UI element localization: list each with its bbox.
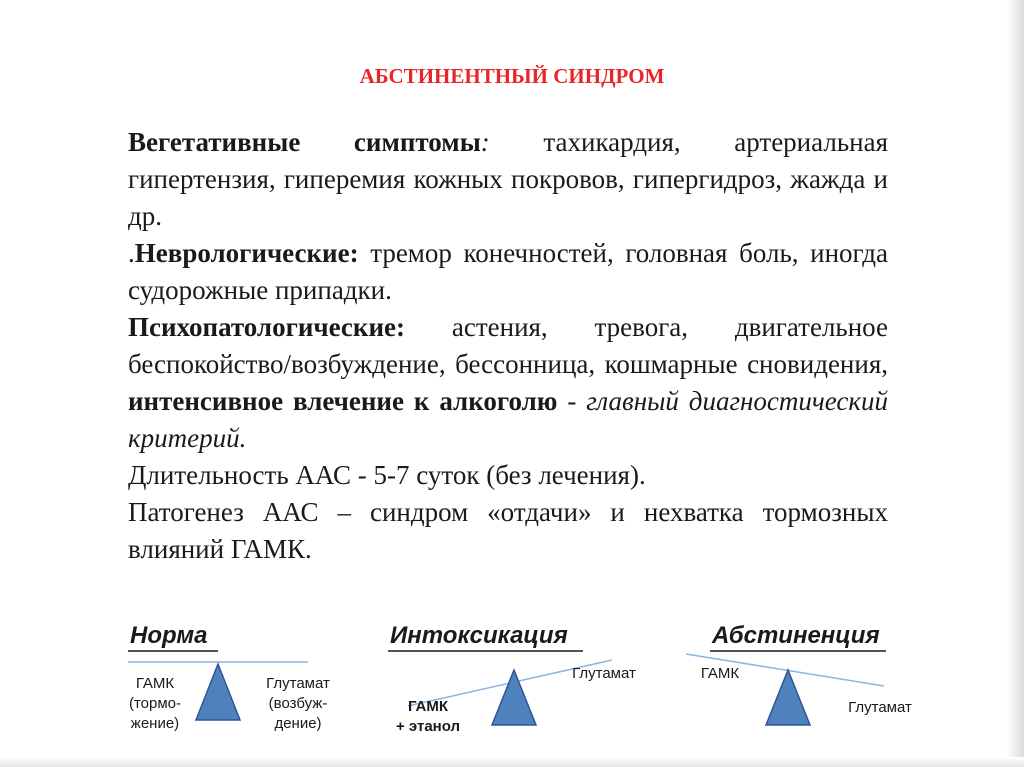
label-intoxication-right: Глутамат [572,665,636,682]
text-craving: интенсивное влечение к алкоголю [128,386,558,416]
text-psychopathological: астения, тревога, двигательное беспокойство/возбуждение, бессонница, кошмарные сновидения, [128,312,888,379]
paragraph-lead-dot: . [128,238,135,268]
label-vegetative: Вегетативные симптомы [128,127,481,157]
label-psychopathological: Психопатологические: [128,312,406,342]
paragraph-pathogenesis: Патогенез ААС – синдром «отдачи» и нехватка тормозных влияний ГАМК. [128,497,888,564]
label-norma-left: ГАМК (тормо- жение) [128,675,182,732]
slide-title: АБСТИНЕНТНЫЙ СИНДРОМ [359,64,665,88]
label-vegetative-colon: : [480,127,490,157]
text-dash: - [557,386,587,416]
text-criterion: главный диагностический критерий. [128,386,888,453]
fulcrum-abstinence [766,670,810,725]
text-neurological: тремор конечностей, головная боль, иногда судорожные припадки. [128,238,888,305]
heading-abstinence: Абстиненция [712,622,880,649]
label-norma-right: Глутамат (возбуж- дение) [266,675,330,732]
paragraph-duration: Длительность ААС - 5-7 суток (без лечения). [128,460,646,490]
label-abstinence-left: ГАМК [700,665,740,682]
heading-intoxication: Интоксикация [390,622,568,649]
fulcrum-norma [196,664,240,720]
label-intoxication-left: ГАМК + этанол [395,698,461,735]
label-neurological: Неврологические: [134,238,359,268]
text-vegetative: тахикардия, артериальная гипертензия, гиперемия кожных покровов, гипергидроз, жажда и др. [128,127,888,231]
heading-norma: Норма [130,622,208,649]
label-abstinence-right: Глутамат [848,699,912,716]
